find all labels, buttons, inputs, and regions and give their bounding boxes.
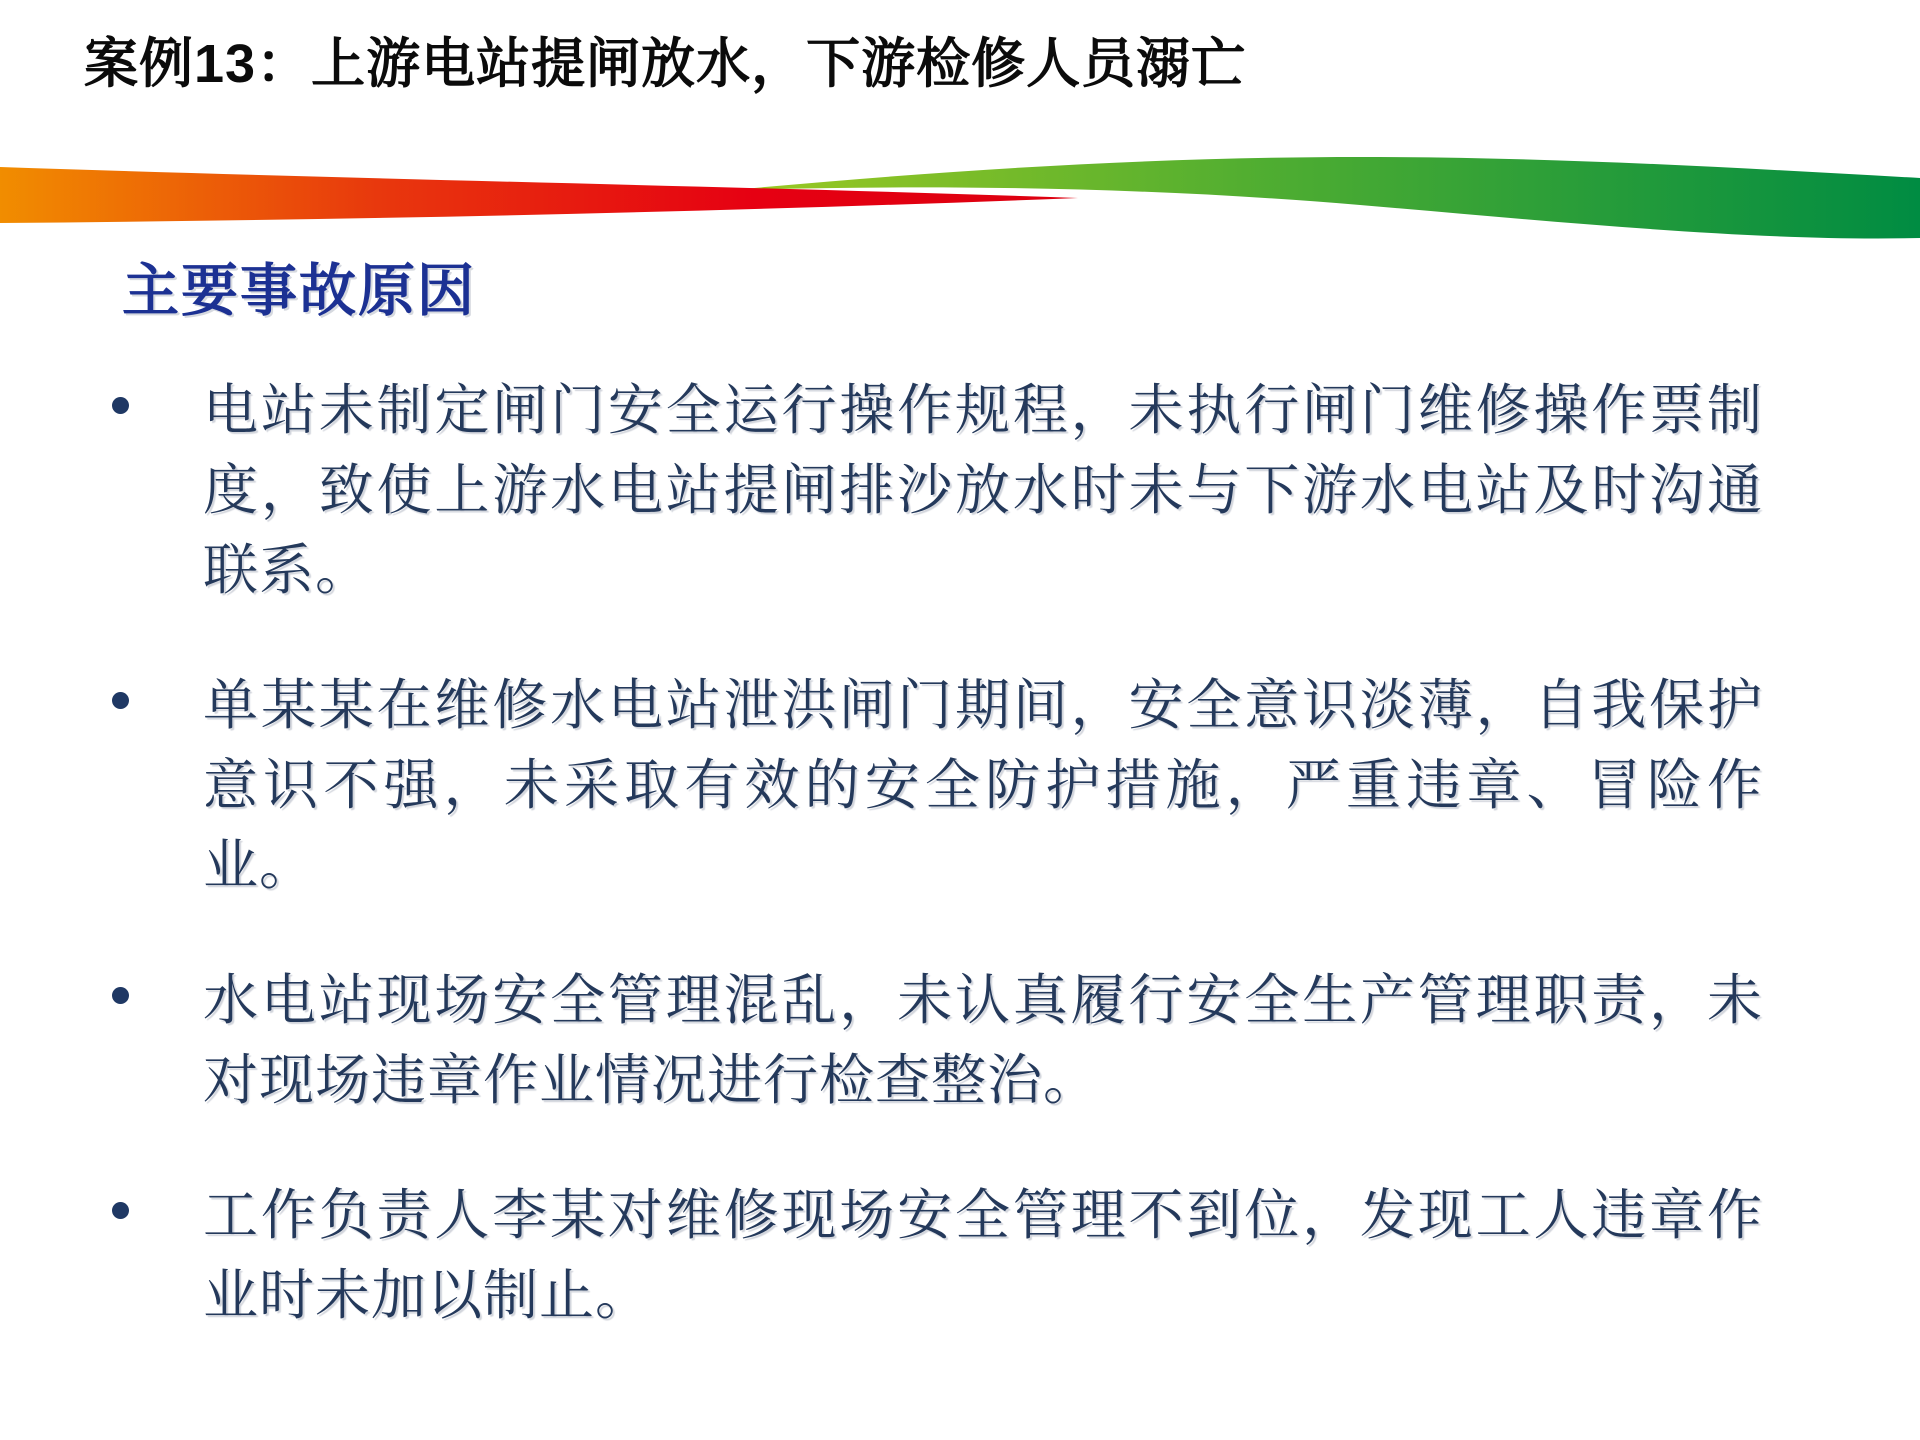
cause-list [102,370,1782,1390]
bullet-text: 电站未制定闸门安全运行操作规程，未执行闸门维修操作票制度，致使上游水电站提闸排沙放水时未与下游水电站及时沟通联系。 [203,378,1763,602]
list-item [102,1175,1782,1335]
bullet-text: 单某某在维修水电站泄洪闸门期间，安全意识淡薄，自我保护意识不强，未采取有效的安全防护措施，严重违章、冒险作业。 [203,673,1763,897]
bullet-text: 水电站现场安全管理混乱，未认真履行安全生产管理职责，未对现场违章作业情况进行检查整治。 [203,968,1763,1112]
bullet-dot-icon [112,397,129,414]
bullet-dot-icon [112,692,129,709]
slide-title: 案例13：上游电站提闸放水，下游检修人员溺亡 [84,34,1247,94]
bullet-text: 工作负责人李某对维修现场安全管理不到位，发现工人违章作业时未加以制止。 [203,1183,1763,1327]
bullet-dot-icon [112,1202,129,1219]
list-item [102,665,1782,905]
list-item [102,960,1782,1120]
bullet-dot-icon [112,987,129,1004]
section-heading: 主要事故原因 [122,259,476,323]
list-item [102,370,1782,610]
